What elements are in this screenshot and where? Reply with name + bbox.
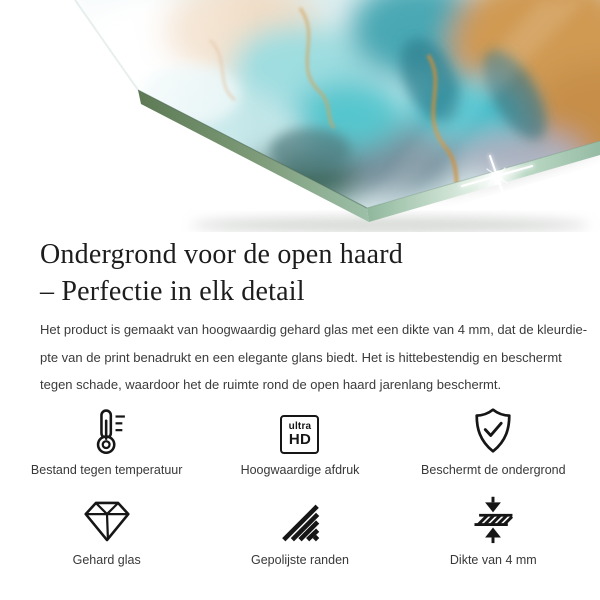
feature-polished-edges bbox=[203, 496, 396, 568]
feature-temperature bbox=[10, 406, 203, 478]
product-image bbox=[0, 0, 600, 232]
page-title-line-2: – Perfectie in elk detail bbox=[40, 276, 305, 307]
feature-label: Bestand tegen temperatuur bbox=[30, 463, 183, 477]
feature-surface-protection bbox=[397, 406, 590, 478]
product-description: Het product is gemaakt van hoogwaardig gehard glas met een dikte van 4 mm, dat de kleurdie- pte van de print benadrukt en een elegante glans biedt. Het is hittebestendig en beschermt tegen schade, waardoor het de ruimte rond de open haard jarenlang beschermt. bbox=[40, 322, 588, 392]
glass-panel-artwork bbox=[0, 0, 600, 232]
diamond-icon bbox=[82, 496, 132, 544]
feature-grid bbox=[0, 398, 600, 568]
feature-label: Gepolijste randen bbox=[251, 553, 349, 567]
polished-edges-icon bbox=[276, 496, 324, 544]
marble-print bbox=[0, 0, 600, 232]
thickness-press-icon bbox=[470, 496, 516, 544]
page-title-line-1: Ondergrond voor de open haard bbox=[40, 239, 403, 270]
feature-tempered-glass bbox=[10, 496, 203, 568]
shield-check-icon bbox=[471, 406, 515, 454]
feature-label: Hoogwaardige afdruk bbox=[240, 463, 360, 477]
thermometer-icon bbox=[84, 406, 130, 454]
feature-thickness bbox=[397, 496, 590, 568]
ultra-hd-icon: ultra HD bbox=[280, 415, 319, 454]
feature-label: Dikte van 4 mm bbox=[449, 553, 537, 567]
page-title bbox=[40, 236, 570, 310]
product-info-section bbox=[0, 232, 600, 399]
feature-print-quality bbox=[203, 406, 396, 478]
feature-label: Gehard glas bbox=[72, 553, 141, 567]
feature-label: Beschermt de ondergrond bbox=[421, 463, 566, 477]
